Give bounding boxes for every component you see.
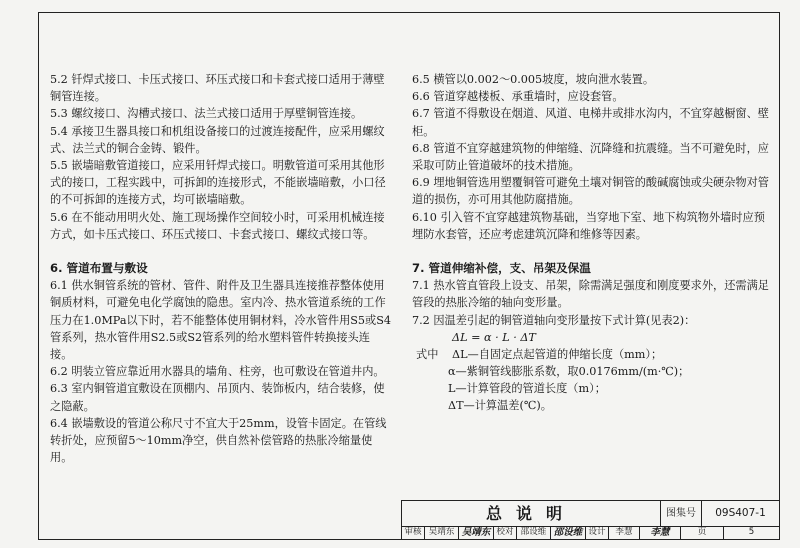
left-column (50, 71, 392, 466)
drawing-title: 总说明 (402, 501, 661, 526)
clause-5-4: 5.4 承接卫生器具接口和机组设备接口的过渡连接配件，应采用螺纹式、法兰式的铜合金铸、锻件。 (50, 124, 385, 155)
definition-delta-t: ΔT—计算温差(℃)。 (448, 399, 552, 413)
section-7-heading: 7. 管道伸缩补偿，支、吊架及保温 (412, 261, 591, 276)
reviewer-name: 吴靖东 (425, 526, 459, 539)
atlas-number-label: 图集号 (661, 501, 702, 526)
clause-5-6: 5.6 在不能动用明火处、施工现场操作空间较小时，可采用机械连接方式，如卡压式接口、环压式接口、卡套式接口、螺纹式接口等。 (50, 210, 385, 241)
definition-l: L—计算管段的管道长度（m）； (448, 382, 606, 396)
clause-7-2: 7.2 因温差引起的铜管道轴向变形量按下式计算(见表2)： (412, 313, 696, 327)
clause-7-1: 7.1 热水管直管段上设支、吊架，除需满足强度和刚度要求外，还需满足管段的热胀冷缩的轴向变形量。 (412, 279, 769, 310)
definition-alpha: α—紫铜管线膨胀系数，取0.0176mm/(m·℃)； (448, 364, 690, 378)
clause-6-1: 6.1 供水铜管系统的管材、管件、附件及卫生器具连接推荐整体使用铜质材料，可避免电化学腐蚀的隐患。室内冷、热水管道系统的工作压力在1.0MPa以下时，若不能整体使用铜材料，冷水管件用S5或S4管系列，热水管件用S2.5或S2管系列的给水塑料管件转换接头连接。 (50, 279, 392, 362)
designer-name: 李慧 (609, 526, 640, 539)
clause-6-6: 6.6 管道穿越楼板、承重墙时，应设套管。 (412, 90, 624, 104)
title-block (401, 500, 780, 540)
clause-6-8: 6.8 管道不宜穿越建筑物的伸缩缝、沉降缝和抗震缝。当不可避免时，应采取可防止管道破坏的技术措施。 (412, 141, 769, 173)
reviewer-signature: 吴靖东 (459, 526, 494, 539)
page-label: 页 (681, 526, 724, 539)
definition-delta-l: ΔL—自固定点起管道的伸缩长度（mm）； (452, 347, 663, 361)
clause-6-2: 6.2 明装立管应靠近用水器具的墙角、柱旁，也可敷设在管道井内。 (50, 365, 385, 379)
check-label: 校对 (494, 526, 517, 539)
clause-5-2: 5.2 钎焊式接口、卡压式接口、环压式接口和卡套式接口适用于薄壁铜管连接。 (50, 73, 385, 104)
clause-6-3: 6.3 室内铜管道宜敷设在顶棚内、吊顶内、装饰板内，结合装修，使之隐蔽。 (50, 382, 385, 413)
designer-signature: 李慧 (640, 526, 681, 539)
section-6-heading: 6. 管道布置与敷设 (50, 261, 148, 276)
where-label: 式中 (416, 347, 439, 361)
design-label: 设计 (586, 526, 609, 539)
clause-6-4: 6.4 嵌墙敷设的管道公称尺寸不宜大于25mm，设管卡固定。在管线转折处，应预留5～10mm净空，供自然补偿管路的热胀冷缩量使用。 (50, 416, 387, 465)
checker-signature: 邵设维 (551, 526, 586, 539)
formula-line (412, 329, 774, 346)
clause-6-9: 6.9 埋地铜管选用塑覆铜管可避免土壤对铜管的酸碱腐蚀或尖硬杂物对管道的损伤，亦可用其他防腐措施。 (412, 176, 769, 207)
atlas-number: 09S407-1 (715, 507, 766, 519)
clause-6-7: 6.7 管道不得敷设在烟道、风道、电梯井或排水沟内，不宜穿越橱窗、壁柜。 (412, 107, 769, 138)
right-column (412, 71, 774, 414)
clause-5-3: 5.3 螺纹接口、沟槽式接口、法兰式接口适用于厚壁铜管连接。 (50, 107, 363, 121)
title-block-signature-row (402, 526, 779, 539)
checker-name: 邵设维 (517, 526, 551, 539)
review-label: 审核 (402, 526, 425, 539)
where-line (412, 346, 774, 363)
clause-6-10: 6.10 引入管不宜穿越建筑物基础，当穿地下室、地下构筑物外墙时应预埋防水套管，还应考虑建筑沉降和维修等因素。 (412, 210, 765, 241)
clause-6-5: 6.5 横管以0.002～0.005坡度，坡向泄水装置。 (412, 73, 655, 86)
page-number: 5 (748, 527, 755, 537)
clause-5-5: 5.5 嵌墙暗敷管道接口，应采用钎焊式接口。明敷管道可采用其他形式的接口，工程实践中，可拆卸的连接形式，不能嵌墙暗敷，小口径的不可拆卸的连接方式，均可嵌墙暗敷。 (50, 159, 386, 207)
title-block-top-row (402, 501, 779, 527)
expansion-formula: ΔL = α · L · ΔT (452, 330, 536, 344)
